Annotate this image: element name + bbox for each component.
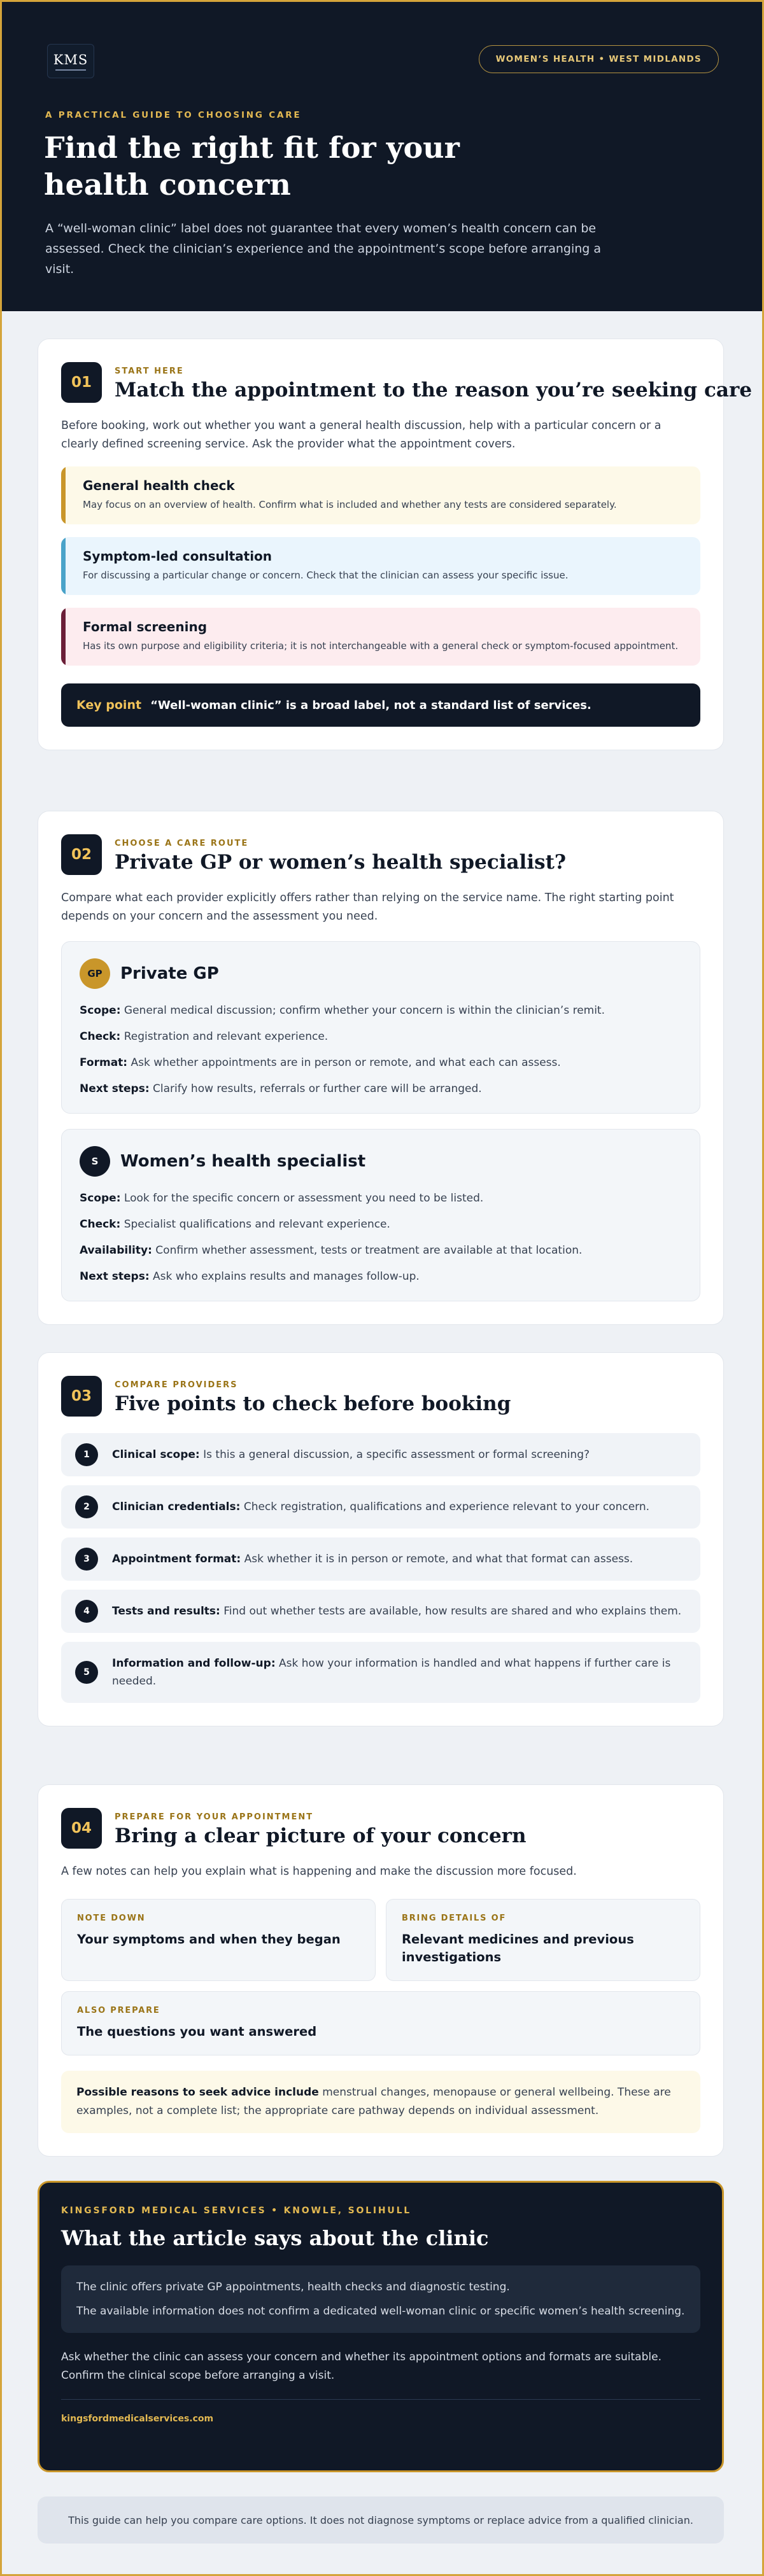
provider-detail: Next steps: Ask who explains results and manages follow-up.: [80, 1270, 420, 1283]
option-text: For discussing a particular change or concern. Check that the clinician can assess your specific issue.: [83, 570, 569, 581]
provider-card-private-gp: [61, 941, 700, 1114]
option-text: May focus on an overview of health. Confirm what is included and whether any tests are considered separately.: [83, 499, 617, 510]
region-pill: WOMEN’S HEALTH • WEST MIDLANDS: [479, 45, 719, 73]
provider-detail: Availability: Confirm whether assessment, tests or treatment are available at that location.: [80, 1244, 583, 1257]
option-general-health-check: [61, 466, 700, 524]
section-intro: A few notes can help you explain what is happening and make the discussion more focused.: [61, 1865, 577, 1878]
provider-detail: Next steps: Clarify how results, referrals or further care will be arranged.: [80, 1082, 482, 1095]
section-header: [61, 362, 753, 403]
key-point-text: “Well-woman clinic” is a broad label, not a standard list of services.: [150, 698, 591, 712]
prep-title: The questions you want answered: [77, 2024, 317, 2039]
step-number: 5: [75, 1661, 98, 1684]
clinic-fact: The clinic offers private GP appointments, health checks and diagnostic testing.: [76, 2281, 510, 2293]
clinic-title: What the article says about the clinic: [61, 2226, 489, 2250]
section-kicker: CHOOSE A CARE ROUTE: [115, 839, 249, 848]
checklist-item: 1 Clinical scope: Is this a general discussion, a specific assessment or formal screening?: [61, 1433, 700, 1476]
clinic-kicker: KINGSFORD MEDICAL SERVICES • KNOWLE, SOLIHULL: [61, 2206, 412, 2216]
option-formal-screening: [61, 608, 700, 666]
section-number-badge: 02: [61, 834, 102, 875]
key-point-label: Key point: [76, 698, 142, 712]
option-symptom-led-consultation: [61, 537, 700, 595]
hero-header: [2, 2, 762, 311]
prep-kicker: ALSO PREPARE: [77, 2006, 160, 2015]
section-intro: Before booking, work out whether you want a general health discussion, help with a particular concern or a clearly defined screening service. Ask the provider what the appointment covers.: [61, 419, 661, 451]
section-kicker: START HERE: [115, 367, 184, 376]
section-title: Bring a clear picture of your concern: [115, 1824, 527, 1847]
prep-kicker: BRING DETAILS OF: [402, 1914, 507, 1923]
checklist-item: 2 Clinician credentials: Check registration, qualifications and experience relevant to your concern.: [61, 1485, 700, 1529]
prep-kicker: NOTE DOWN: [77, 1914, 146, 1923]
advice-note: Possible reasons to seek advice include menstrual changes, menopause or general wellbeing. These are examples, not a complete list; the appropriate care pathway depends on individual assessment.: [61, 2071, 700, 2133]
page-title: Find the right fit for your health concern: [44, 130, 460, 202]
option-title: Symptom-led consultation: [83, 549, 272, 564]
section-kicker: COMPARE PROVIDERS: [115, 1380, 238, 1390]
section-header: [61, 1376, 700, 1417]
section-header: [61, 1808, 700, 1849]
step-number: 4: [75, 1600, 98, 1623]
disclaimer-footer: This guide can help you compare care options. It does not diagnose symptoms or replace advice from a qualified clinician.: [38, 2496, 724, 2544]
section-prepare-appointment: [38, 1784, 724, 2157]
provider-name: Women’s health specialist: [120, 1152, 366, 1171]
logo-underline: [55, 69, 86, 71]
section-intro: Compare what each provider explicitly offers rather than relying on the service name. The right starting point depends on your concern and the assessment you need.: [61, 892, 674, 923]
hero-lead: A “well-woman clinic” label does not guarantee that every women’s health concern can be assessed. Check the clinician’s experience and the appointment’s scope before arranging a visit.: [45, 221, 602, 276]
specialist-icon: S: [80, 1146, 110, 1177]
clinic-website-link[interactable]: kingsfordmedicalservices.com: [61, 2414, 214, 2424]
step-number: 3: [75, 1548, 98, 1571]
prep-title: Relevant medicines and previous investigations: [402, 1932, 634, 1964]
checklist-item: 5 Information and follow-up: Ask how your information is handled and what happens if further care is needed.: [61, 1642, 700, 1703]
section-kicker: PREPARE FOR YOUR APPOINTMENT: [115, 1812, 314, 1822]
section-title: Five points to check before booking: [115, 1392, 511, 1415]
clinic-summary-card: [38, 2181, 724, 2472]
provider-detail: Check: Specialist qualifications and relevant experience.: [80, 1218, 390, 1231]
section-number-badge: 03: [61, 1376, 102, 1417]
logo-text: KMS: [53, 52, 88, 67]
section-title: Match the appointment to the reason you’re seeking care: [115, 379, 753, 402]
clinic-fact: The available information does not confirm a dedicated well-woman clinic or specific women’s health screening.: [76, 2305, 685, 2318]
section-number-badge: 01: [61, 362, 102, 403]
prep-title: Your symptoms and when they began: [77, 1932, 341, 1947]
checklist-item: 4 Tests and results: Find out whether tests are available, how results are shared and who explains them.: [61, 1590, 700, 1633]
provider-name: Private GP: [120, 964, 219, 983]
divider: [61, 2399, 700, 2400]
prep-card-medicines: [386, 1899, 700, 1981]
section-care-route: [38, 811, 724, 1325]
prep-card-questions: [61, 1991, 700, 2055]
provider-detail: Format: Ask whether appointments are in person or remote, and what each can assess.: [80, 1056, 561, 1069]
section-compare-providers: [38, 1352, 724, 1726]
section-match-appointment: [38, 339, 753, 750]
kms-logo[interactable]: [47, 44, 94, 78]
section-header: [61, 834, 700, 875]
clinic-advice: Ask whether the clinic can assess your concern and whether its appointment options and formats are suitable. Confirm the clinical scope before arranging a visit.: [61, 2351, 661, 2382]
gp-icon: GP: [80, 958, 110, 989]
provider-detail: Check: Registration and relevant experience.: [80, 1030, 329, 1043]
section-number-badge: 04: [61, 1808, 102, 1849]
step-number: 2: [75, 1495, 98, 1518]
key-point-banner: [61, 683, 700, 727]
provider-card-womens-health-specialist: [61, 1129, 700, 1301]
hero-kicker: A PRACTICAL GUIDE TO CHOOSING CARE: [45, 110, 302, 120]
checklist-item: 3 Appointment format: Ask whether it is in person or remote, and what that format can assess.: [61, 1537, 700, 1581]
prep-card-symptoms: [61, 1899, 376, 1981]
clinic-facts: [61, 2265, 700, 2333]
option-title: General health check: [83, 478, 235, 493]
provider-detail: Scope: Look for the specific concern or assessment you need to be listed.: [80, 1192, 484, 1205]
section-title: Private GP or women’s health specialist?: [115, 851, 567, 874]
option-text: Has its own purpose and eligibility criteria; it is not interchangeable with a general check or symptom-focused appointment.: [83, 640, 679, 652]
provider-detail: Scope: General medical discussion; confirm whether your concern is within the clinician’s remit.: [80, 1004, 605, 1017]
step-number: 1: [75, 1443, 98, 1466]
option-title: Formal screening: [83, 619, 208, 634]
